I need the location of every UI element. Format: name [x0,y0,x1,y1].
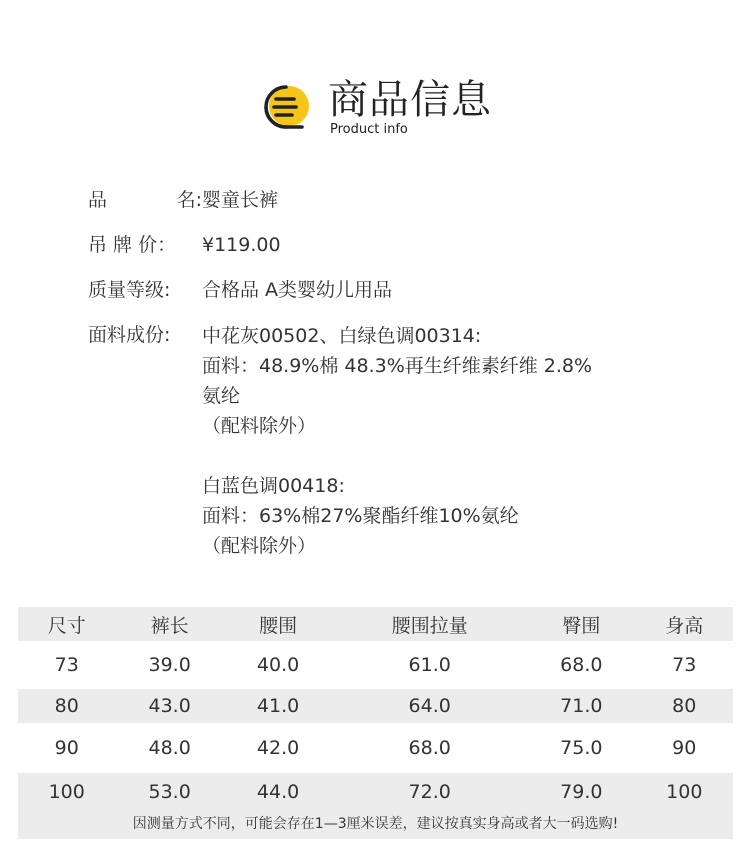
table-row [18,689,733,723]
info-row-grade [88,276,708,321]
table-cell: 79.0 [527,773,635,811]
table-cell: 75.0 [560,737,603,759]
header-cell: 裤长 [115,607,223,641]
product-info-list [88,186,708,557]
info-row-name [88,186,708,231]
composition-line: 白蓝色调00418: [202,475,345,497]
composition-spacer [202,441,672,471]
info-value-grade: 合格品 A类婴幼儿用品 [202,279,393,301]
composition-line: 氨纶 [202,385,241,407]
document-lines-icon [262,82,312,132]
header-cell: 身高 [636,607,733,641]
table-cell: 42.0 [256,737,300,759]
info-label-name [88,186,202,214]
table-row [18,723,733,773]
table-cell: 48.0 [148,737,191,759]
composition-line: 中花灰00502、白绿色调00314: [202,325,482,347]
table-cell: 73 [672,654,697,676]
size-table-header [18,607,733,641]
table-cell: 40.0 [256,654,300,676]
header-cell: 腰围 [224,607,332,641]
table-row [18,641,733,689]
table-cell: 53.0 [115,773,223,811]
info-value-name: 婴童长裤 [202,189,279,211]
info-value-price: ¥119.00 [202,234,281,256]
table-cell: 39.0 [148,654,191,676]
table-row [18,773,733,811]
header-cell: 尺寸 [18,607,115,641]
table-cell: 100 [636,773,733,811]
table-cell: 80 [636,689,733,723]
info-label-name-part2: 名: [176,189,202,211]
table-cell: 90 [54,737,79,759]
info-label-price: 吊 牌 价： [88,234,177,256]
table-cell: 61.0 [408,654,451,676]
table-cell: 90 [672,737,697,759]
header-cell: 腰围拉量 [332,607,527,641]
composition-line: 面料：63%棉27%聚酯纤维10%氨纶 [202,505,519,527]
section-header [262,76,502,140]
size-table [18,607,733,811]
measurement-note: 因测量方式不同，可能会存在1—3厘米误差，建议按真实身高或者大一码选购! [18,809,733,839]
composition-lines [202,321,672,561]
section-subtitle: Product info [330,122,408,137]
table-cell: 44.0 [224,773,332,811]
table-cell: 64.0 [332,689,527,723]
info-label-name-part1: 品 [88,189,108,211]
table-cell: 43.0 [115,689,223,723]
info-row-price [88,231,708,276]
table-cell: 73 [54,654,79,676]
table-cell: 71.0 [527,689,635,723]
table-cell: 68.0 [560,654,603,676]
composition-line: （配料除外） [202,535,317,557]
composition-line: （配料除外） [202,415,317,437]
table-cell: 100 [18,773,115,811]
info-label-grade: 质量等级: [88,279,171,301]
table-cell: 41.0 [224,689,332,723]
table-cell: 68.0 [408,737,451,759]
info-label-composition: 面料成份: [88,324,171,346]
table-cell: 72.0 [332,773,527,811]
section-title: 商品信息 [328,77,492,123]
composition-line: 面料：48.9%棉 48.3%再生纤维素纤维 2.8% [202,355,593,377]
table-cell: 80 [18,689,115,723]
header-cell: 臀围 [527,607,635,641]
